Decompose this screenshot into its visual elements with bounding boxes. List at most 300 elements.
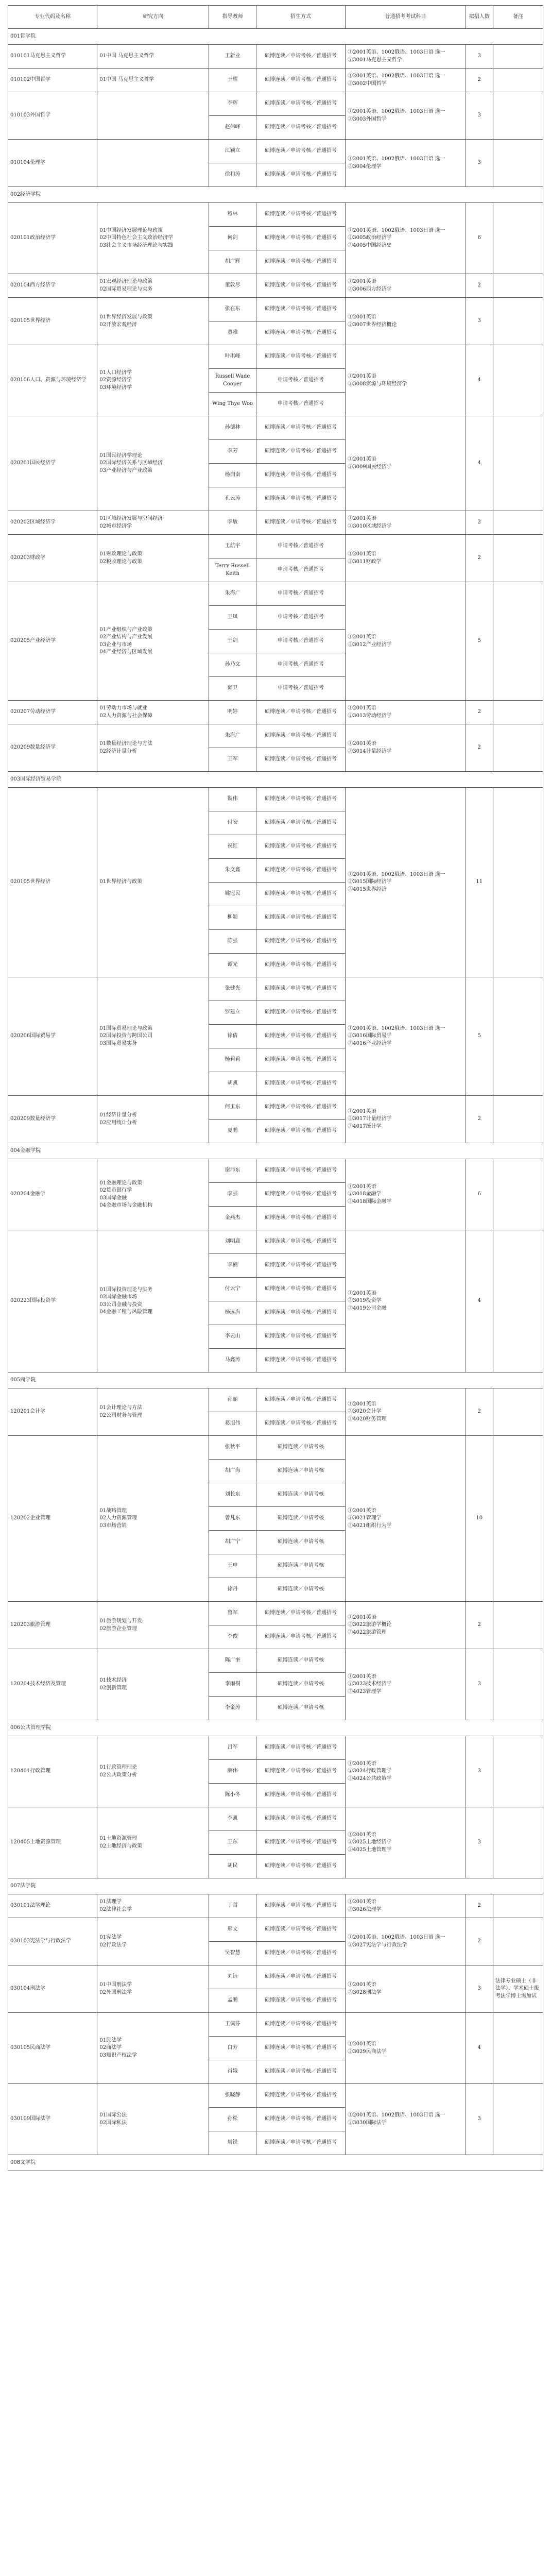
admission-mode: 硕博连读／申请考核／普通招考 (256, 163, 345, 187)
admissions-table (8, 5, 543, 2171)
tutor-name: 李辉 (209, 92, 256, 116)
exam-subjects: ①2001英语 ②3013劳动经济学 (346, 701, 466, 724)
section-row (8, 1720, 543, 1736)
table-row (8, 1918, 543, 1942)
admission-mode: 硕博连读／申请考核／普通招考 (256, 1388, 345, 1412)
table-row (8, 582, 543, 606)
research-direction: 01旅游规划与开发 02旅游企业管理 (97, 1602, 209, 1649)
quota-count: 3 (466, 298, 493, 345)
remark (493, 724, 543, 772)
tutor-name: 穆林 (209, 203, 256, 227)
tutor-name: 叶琪峰 (209, 345, 256, 369)
tutor-name: 肖娥 (209, 2060, 256, 2084)
admission-mode: 硕博连读／申请考核／普通招考 (256, 1965, 345, 1989)
tutor-name: 王佩芬 (209, 2013, 256, 2037)
tutor-name: 祝红 (209, 835, 256, 859)
exam-subjects: ①2001英语 ②3022旅游学概论 ③4022旅游管理 (346, 1602, 466, 1649)
remark (493, 416, 543, 511)
exam-subjects: ①2001英语 ②3021管理学 ③4021组织行为学 (346, 1436, 466, 1602)
tutor-name: 何玉东 (209, 1096, 256, 1120)
admission-mode: 硕博连读／申请考核／普通招考 (256, 416, 345, 440)
section-title: 001哲学院 (8, 29, 543, 45)
header-exam: 普通招考考试科目 (346, 6, 466, 29)
section-row (8, 187, 543, 203)
tutor-name: 葛旭伟 (209, 1412, 256, 1436)
tutor-name: 徐和涛 (209, 163, 256, 187)
major-name: 010101马克思主义哲学 (8, 45, 97, 69)
tutor-name: Russell Wade Cooper (209, 369, 256, 393)
major-name: 030103宪法学与行政法学 (8, 1918, 97, 1965)
admission-mode: 硕博连读／申请考核 (256, 1531, 345, 1554)
remark (493, 1096, 543, 1143)
table-row (8, 701, 543, 724)
admission-mode: 硕博连读／申请考核 (256, 1673, 345, 1697)
admission-mode: 硕博连读／申请考核／普通招考 (256, 2060, 345, 2084)
table-row (8, 1096, 543, 1120)
major-name: 010103外国哲学 (8, 92, 97, 140)
admission-mode: 硕博连读／申请考核／普通招考 (256, 1918, 345, 1942)
tutor-name: 陈广奎 (209, 1649, 256, 1673)
admission-mode: 硕博连读／申请考核／普通招考 (256, 1183, 345, 1207)
admission-mode: 硕博连读／申请考核／普通招考 (256, 2037, 345, 2060)
header-major: 专业代码及名称 (8, 6, 97, 29)
exam-subjects: ①2001英语 ②3014计量经济学 (346, 724, 466, 772)
exam-subjects: ①2001英语 ②3009国民经济学 (346, 416, 466, 511)
research-direction: 01劳动力市场与就业 02人力资源与社会保障 (97, 701, 209, 724)
major-name: 030104刑法学 (8, 1965, 97, 2013)
research-direction: 01世界经济发展与政策 02开放宏观经济 (97, 298, 209, 345)
admission-mode: 硕博连读／申请考核／普通招考 (256, 1278, 345, 1301)
admission-mode: 硕博连读／申请考核／普通招考 (256, 1784, 345, 1807)
research-direction: 01土地资源管理 02土地经济与政策 (97, 1807, 209, 1878)
remark: 法律专业硕士（非法学）、学术硕士报考法学博士需加试 (493, 1965, 543, 2013)
tutor-name: 付安 (209, 811, 256, 835)
admission-mode: 硕博连读／申请考核／普通招考 (256, 1096, 345, 1120)
admission-mode: 硕博连读／申请考核／普通招考 (256, 274, 345, 298)
quota-count: 2 (466, 535, 493, 582)
remark (493, 2013, 543, 2084)
quota-count: 2 (466, 1096, 493, 1143)
major-name: 120401行政管理 (8, 1736, 97, 1807)
tutor-name: 胡民 (209, 1855, 256, 1878)
section-row (8, 2155, 543, 2171)
research-direction: 01中国 马克思主义哲学 (97, 45, 209, 69)
remark (493, 345, 543, 416)
tutor-name: 朱海广 (209, 582, 256, 606)
quota-count: 2 (466, 511, 493, 535)
admission-mode: 硕博连读／申请考核／普通招考 (256, 1942, 345, 1965)
exam-subjects: ①2001英语 ②3010区域经济学 (346, 511, 466, 535)
table-header-row (8, 6, 543, 29)
table-row (8, 2013, 543, 2037)
exam-subjects: ①2001英语 ②3018金融学 ③4018国际金融学 (346, 1159, 466, 1230)
quota-count: 3 (466, 140, 493, 187)
table-row (8, 535, 543, 558)
research-direction: 01国际贸易理论与政策 02国际投资与跨国公司 03国际贸易实务 (97, 977, 209, 1096)
tutor-name: Terry Russell Keith (209, 558, 256, 582)
exam-subjects: ①2001英语 ②3019投资学 ③4019公司金融 (346, 1230, 466, 1372)
exam-subjects: ①2001英语 ②3029民商法学 (346, 2013, 466, 2084)
quota-count: 11 (466, 788, 493, 977)
remark (493, 298, 543, 345)
remark (493, 1807, 543, 1878)
table-row (8, 92, 543, 116)
research-direction: 01人口经济学 02资源经济学 03环境经济学 (97, 345, 209, 416)
admission-mode: 硕博连读／申请考核／普通招考 (256, 2108, 345, 2131)
admission-mode: 硕博连读／申请考核／普通招考 (256, 930, 345, 954)
admission-mode: 硕博连读／申请考核／普通招考 (256, 69, 345, 92)
admission-mode: 硕博连读／申请考核／普通招考 (256, 1989, 345, 2013)
tutor-name: 李强 (209, 1183, 256, 1207)
tutor-name: 朱海广 (209, 724, 256, 748)
admission-mode: 申请考核／普通招考 (256, 677, 345, 701)
major-name: 020202区域经济学 (8, 511, 97, 535)
table-row (8, 69, 543, 92)
tutor-name: 徐倩 (209, 1025, 256, 1048)
tutor-name: 杨莉莉 (209, 1048, 256, 1072)
admission-mode: 硕博连读／申请考核／普通招考 (256, 1301, 345, 1325)
table-body (8, 29, 543, 2171)
remark (493, 977, 543, 1096)
exam-subjects: ①2001英语、1002俄语、1003日语 选一 ②3005政治经济学 ③4005中国经济史 (346, 203, 466, 274)
table-row (8, 416, 543, 440)
major-name: 020209数量经济学 (8, 1096, 97, 1143)
research-direction: 01国际投资理论与实务 02国际金融市场 03公司金融与投资 04金融工程与风险管理 (97, 1230, 209, 1372)
tutor-name: 孙德林 (209, 416, 256, 440)
research-direction: 01数量经济理论与方法 02经济计量分析 (97, 724, 209, 772)
major-name: 020101政治经济学 (8, 203, 97, 274)
remark (493, 1918, 543, 1965)
tutor-name: 孟鹏 (209, 1989, 256, 2013)
tutor-name: 谭光 (209, 954, 256, 977)
section-row (8, 1372, 543, 1388)
tutor-name: 金燕杰 (209, 1207, 256, 1230)
tutor-name: 杨远海 (209, 1301, 256, 1325)
major-name: 020223国际投资学 (8, 1230, 97, 1372)
admission-mode: 申请考核／普通招考 (256, 535, 345, 558)
admission-mode: 硕博连读／申请考核／普通招考 (256, 1625, 345, 1649)
remark (493, 2084, 543, 2155)
admission-mode: 硕博连读／申请考核／普通招考 (256, 345, 345, 369)
tutor-name: 董敦尽 (209, 274, 256, 298)
admission-mode: 硕博连读／申请考核／普通招考 (256, 906, 345, 930)
exam-subjects: ①2001英语 ②3012产业经济学 (346, 582, 466, 701)
table-row (8, 274, 543, 298)
remark (493, 582, 543, 701)
table-row (8, 1894, 543, 1918)
quota-count: 3 (466, 1965, 493, 2013)
tutor-name: 朱文鑫 (209, 859, 256, 883)
tutor-name: 陈强 (209, 930, 256, 954)
tutor-name: 柳颖 (209, 906, 256, 930)
admission-mode: 申请考核／普通招考 (256, 558, 345, 582)
quota-count: 6 (466, 203, 493, 274)
header-tutor: 指导教师 (209, 6, 256, 29)
admission-mode: 申请考核／普通招考 (256, 393, 345, 416)
tutor-name: 孙松 (209, 2108, 256, 2131)
quota-count: 2 (466, 1388, 493, 1436)
tutor-name: 王航宇 (209, 535, 256, 558)
admission-mode: 申请考核／普通招考 (256, 582, 345, 606)
table-row (8, 203, 543, 227)
exam-subjects: ①2001英语 ②3006西方经济学 (346, 274, 466, 298)
section-title: 004金融学院 (8, 1143, 543, 1159)
major-name: 120405土地资源管理 (8, 1807, 97, 1878)
tutor-name: Wing Thye Woo (209, 393, 256, 416)
table-row (8, 724, 543, 748)
table-row (8, 1388, 543, 1412)
research-direction: 01国民经济学理论 02国际经济关系与区域经济 03产业经济与产业政策 (97, 416, 209, 511)
tutor-name: 吕军 (209, 1736, 256, 1760)
tutor-name: 刘明鹿 (209, 1230, 256, 1254)
table-row (8, 977, 543, 1001)
major-name: 020105世界经济 (8, 298, 97, 345)
tutor-name: 李云山 (209, 1325, 256, 1349)
table-row (8, 45, 543, 69)
admission-mode: 硕博连读／申请考核／普通招考 (256, 1048, 345, 1072)
header-num: 拟招人数 (466, 6, 493, 29)
remark (493, 274, 543, 298)
major-name: 030109国际法学 (8, 2084, 97, 2155)
exam-subjects: ①2001英语、1002俄语、1003日语 选一 ②3016国际贸易学 ③4016产业经济学 (346, 977, 466, 1096)
tutor-name: 马鑫涛 (209, 1349, 256, 1372)
admission-mode: 申请考核／普通招考 (256, 606, 345, 630)
major-name: 020201国民经济学 (8, 416, 97, 511)
major-name: 030105民商法学 (8, 2013, 97, 2084)
exam-subjects: ①2001英语 ②3007世界经济概论 (346, 298, 466, 345)
major-name: 020105世界经济 (8, 788, 97, 977)
quota-count: 4 (466, 345, 493, 416)
tutor-name: 胡广辉 (209, 250, 256, 274)
tutor-name: 姚冠民 (209, 883, 256, 906)
admission-mode: 硕博连读／申请考核／普通招考 (256, 788, 345, 811)
research-direction: 01民法学 02商法学 03知识产权法学 (97, 2013, 209, 2084)
admission-mode: 硕博连读／申请考核／普通招考 (256, 1412, 345, 1436)
exam-subjects: ①2001英语、1002俄语、1003日语 选一 ②3003外国哲学 (346, 92, 466, 140)
remark (493, 1230, 543, 1372)
section-title: 007法学院 (8, 1878, 543, 1894)
remark (493, 1736, 543, 1807)
tutor-name: 王新业 (209, 45, 256, 69)
major-name: 020205产业经济学 (8, 582, 97, 701)
research-direction: 01中国经济发展理论与政策 02中国特色社会主义政治经济学 03社会主义市场经济理论与实践 (97, 203, 209, 274)
quota-count: 2 (466, 1602, 493, 1649)
tutor-name: 刘钰 (209, 1965, 256, 1989)
quota-count: 2 (466, 1894, 493, 1918)
admission-mode: 硕博连读／申请考核 (256, 1554, 345, 1578)
major-name: 120202企业管理 (8, 1436, 97, 1602)
remark (493, 1159, 543, 1230)
tutor-name: 夏鹏 (209, 1120, 256, 1143)
major-name: 020209数量经济学 (8, 724, 97, 772)
admission-mode: 申请考核／普通招考 (256, 630, 345, 653)
research-direction: 01金融理论与政策 02货币银行学 03国际金融 04金融市场与金融机构 (97, 1159, 209, 1230)
quota-count: 2 (466, 69, 493, 92)
admission-mode: 硕博连读／申请考核／普通招考 (256, 1760, 345, 1784)
admission-mode: 硕博连读／申请考核／普通招考 (256, 724, 345, 748)
tutor-name: 张在东 (209, 298, 256, 321)
section-title: 005商学院 (8, 1372, 543, 1388)
remark (493, 535, 543, 582)
quota-count: 2 (466, 724, 493, 772)
remark (493, 1388, 543, 1436)
major-name: 120201会计学 (8, 1388, 97, 1436)
quota-count: 2 (466, 701, 493, 724)
table-row (8, 1736, 543, 1760)
table-row (8, 2084, 543, 2108)
remark (493, 140, 543, 187)
admission-mode: 硕博连读／申请考核／普通招考 (256, 227, 345, 250)
section-title: 002经济学院 (8, 187, 543, 203)
tutor-name: 王凤 (209, 606, 256, 630)
exam-subjects: ①2001英语、1002俄语、1003日语 选一 ②3001马克思主义哲学 (346, 45, 466, 69)
tutor-name: 孔云涛 (209, 487, 256, 511)
tutor-name: 罗建立 (209, 1001, 256, 1025)
section-row (8, 772, 543, 788)
remark (493, 92, 543, 140)
table-row (8, 1159, 543, 1183)
table-row (8, 140, 543, 163)
admission-mode: 硕博连读／申请考核／普通招考 (256, 1602, 345, 1625)
admission-mode: 硕博连读／申请考核／普通招考 (256, 1207, 345, 1230)
admission-mode: 申请考核／普通招考 (256, 369, 345, 393)
tutor-name: 胡凯 (209, 1072, 256, 1096)
quota-count: 5 (466, 977, 493, 1096)
research-direction: 01宏观经济理论与政策 02国际贸易理论与实务 (97, 274, 209, 298)
admission-mode: 硕博连读／申请考核／普通招考 (256, 140, 345, 163)
tutor-name: 赵伟峰 (209, 116, 256, 140)
research-direction: 01中国 马克思主义哲学 (97, 69, 209, 92)
tutor-name: 张健光 (209, 977, 256, 1001)
tutor-name: 吴智慧 (209, 1942, 256, 1965)
research-direction: 01宪法学 02行政法学 (97, 1918, 209, 1965)
tutor-name: 何剑 (209, 227, 256, 250)
tutor-name: 付云宁 (209, 1278, 256, 1301)
table-row (8, 1602, 543, 1625)
admission-mode: 硕博连读／申请考核／普通招考 (256, 954, 345, 977)
tutor-name: 刘长东 (209, 1483, 256, 1507)
research-direction (97, 92, 209, 140)
admission-mode: 硕博连读／申请考核／普通招考 (256, 1807, 345, 1831)
major-name: 010102中国哲学 (8, 69, 97, 92)
exam-subjects: ①2001英语、1002俄语、1003日语 选一 ②3030国际法学 (346, 2084, 466, 2155)
research-direction: 01中国刑法学 02外国刑法学 (97, 1965, 209, 2013)
tutor-name: 李敏 (209, 511, 256, 535)
tutor-name: 周锐 (209, 2131, 256, 2155)
tutor-name: 谢沛东 (209, 1159, 256, 1183)
tutor-name: 王东 (209, 1831, 256, 1855)
admission-mode: 硕博连读／申请考核／普通招考 (256, 1831, 345, 1855)
quota-count: 3 (466, 1649, 493, 1720)
table-row (8, 345, 543, 369)
admission-mode: 硕博连读／申请考核／普通招考 (256, 2013, 345, 2037)
admission-mode: 硕博连读／申请考核／普通招考 (256, 1159, 345, 1183)
quota-count: 10 (466, 1436, 493, 1602)
quota-count: 4 (466, 1230, 493, 1372)
exam-subjects: ①2001英语、1002俄语、1003日语 选一 ②3002中国哲学 (346, 69, 466, 92)
major-name: 020106人口、资源与环境经济学 (8, 345, 97, 416)
table-row (8, 788, 543, 811)
remark (493, 1436, 543, 1602)
tutor-name: 李金涛 (209, 1697, 256, 1720)
quota-count: 2 (466, 274, 493, 298)
exam-subjects: ①2001英语 ②3024行政管理学 ③4024公共政策学 (346, 1736, 466, 1807)
research-direction: 01经济计量分析 02应用统计分析 (97, 1096, 209, 1143)
remark (493, 511, 543, 535)
tutor-name: 李雨桐 (209, 1673, 256, 1697)
research-direction: 01区域经济发展与空间经济 02城市经济学 (97, 511, 209, 535)
admission-mode: 硕博连读／申请考核／普通招考 (256, 883, 345, 906)
tutor-name: 王剑 (209, 630, 256, 653)
quota-count: 6 (466, 1159, 493, 1230)
quota-count: 3 (466, 1807, 493, 1878)
tutor-name: 王军 (209, 748, 256, 772)
table-row (8, 298, 543, 321)
quota-count: 4 (466, 2013, 493, 2084)
tutor-name: 李楠 (209, 1254, 256, 1278)
quota-count: 3 (466, 45, 493, 69)
admission-mode: 硕博连读／申请考核／普通招考 (256, 203, 345, 227)
table-row (8, 511, 543, 535)
admission-mode: 申请考核／普通招考 (256, 653, 345, 677)
tutor-name: 魏伟 (209, 788, 256, 811)
section-row (8, 1878, 543, 1894)
exam-subjects: ①2001英语 ②3026法理学 (346, 1894, 466, 1918)
admission-mode: 硕博连读／申请考核／普通招考 (256, 859, 345, 883)
tutor-name: 徐丹 (209, 1578, 256, 1602)
research-direction: 01会计理论与方法 02公司财务与管理 (97, 1388, 209, 1436)
admission-mode: 硕博连读／申请考核／普通招考 (256, 321, 345, 345)
table-row (8, 1436, 543, 1460)
header-mode: 招生方式 (256, 6, 345, 29)
admission-mode: 硕博连读／申请考核／普通招考 (256, 45, 345, 69)
tutor-name: 杨润南 (209, 464, 256, 487)
admission-mode: 硕博连读／申请考核／普通招考 (256, 1072, 345, 1096)
major-name: 020203财政学 (8, 535, 97, 582)
header-direction: 研究方向 (97, 6, 209, 29)
admission-mode: 硕博连读／申请考核 (256, 1460, 345, 1483)
admission-mode: 硕博连读／申请考核 (256, 1578, 345, 1602)
admission-mode: 硕博连读／申请考核／普通招考 (256, 1855, 345, 1878)
exam-subjects: ①2001英语 ②3008资源与环境经济学 (346, 345, 466, 416)
admission-mode: 硕博连读／申请考核／普通招考 (256, 2084, 345, 2108)
exam-subjects: ①2001英语 ②3011财政学 (346, 535, 466, 582)
remark (493, 69, 543, 92)
admission-mode: 硕博连读／申请考核／普通招考 (256, 1230, 345, 1254)
tutor-name: 陈小冬 (209, 1784, 256, 1807)
exam-subjects: ①2001英语 ②3020会计学 ③4020财务管理 (346, 1388, 466, 1436)
admission-mode: 硕博连读／申请考核／普通招考 (256, 1325, 345, 1349)
admission-mode: 硕博连读／申请考核／普通招考 (256, 2131, 345, 2155)
remark (493, 701, 543, 724)
admission-mode: 硕博连读／申请考核／普通招考 (256, 977, 345, 1001)
admission-mode: 硕博连读／申请考核／普通招考 (256, 1894, 345, 1918)
major-name: 030101法学理论 (8, 1894, 97, 1918)
table-row (8, 1965, 543, 1989)
major-name: 020207劳动经济学 (8, 701, 97, 724)
research-direction: 01技术经济 02创新管理 (97, 1649, 209, 1720)
research-direction (97, 140, 209, 187)
tutor-name: 李芳 (209, 440, 256, 464)
exam-subjects: ①2001英语 ②3023技术经济学 ③4023管理学 (346, 1649, 466, 1720)
tutor-name: 李凯 (209, 1807, 256, 1831)
research-direction: 01行政管理理论 02公共政策分析 (97, 1736, 209, 1807)
section-row (8, 29, 543, 45)
major-name: 020104西方经济学 (8, 274, 97, 298)
tutor-name: 曾凡东 (209, 1507, 256, 1531)
admission-mode: 硕博连读／申请考核／普通招考 (256, 298, 345, 321)
tutor-name: 胡广宁 (209, 1531, 256, 1554)
